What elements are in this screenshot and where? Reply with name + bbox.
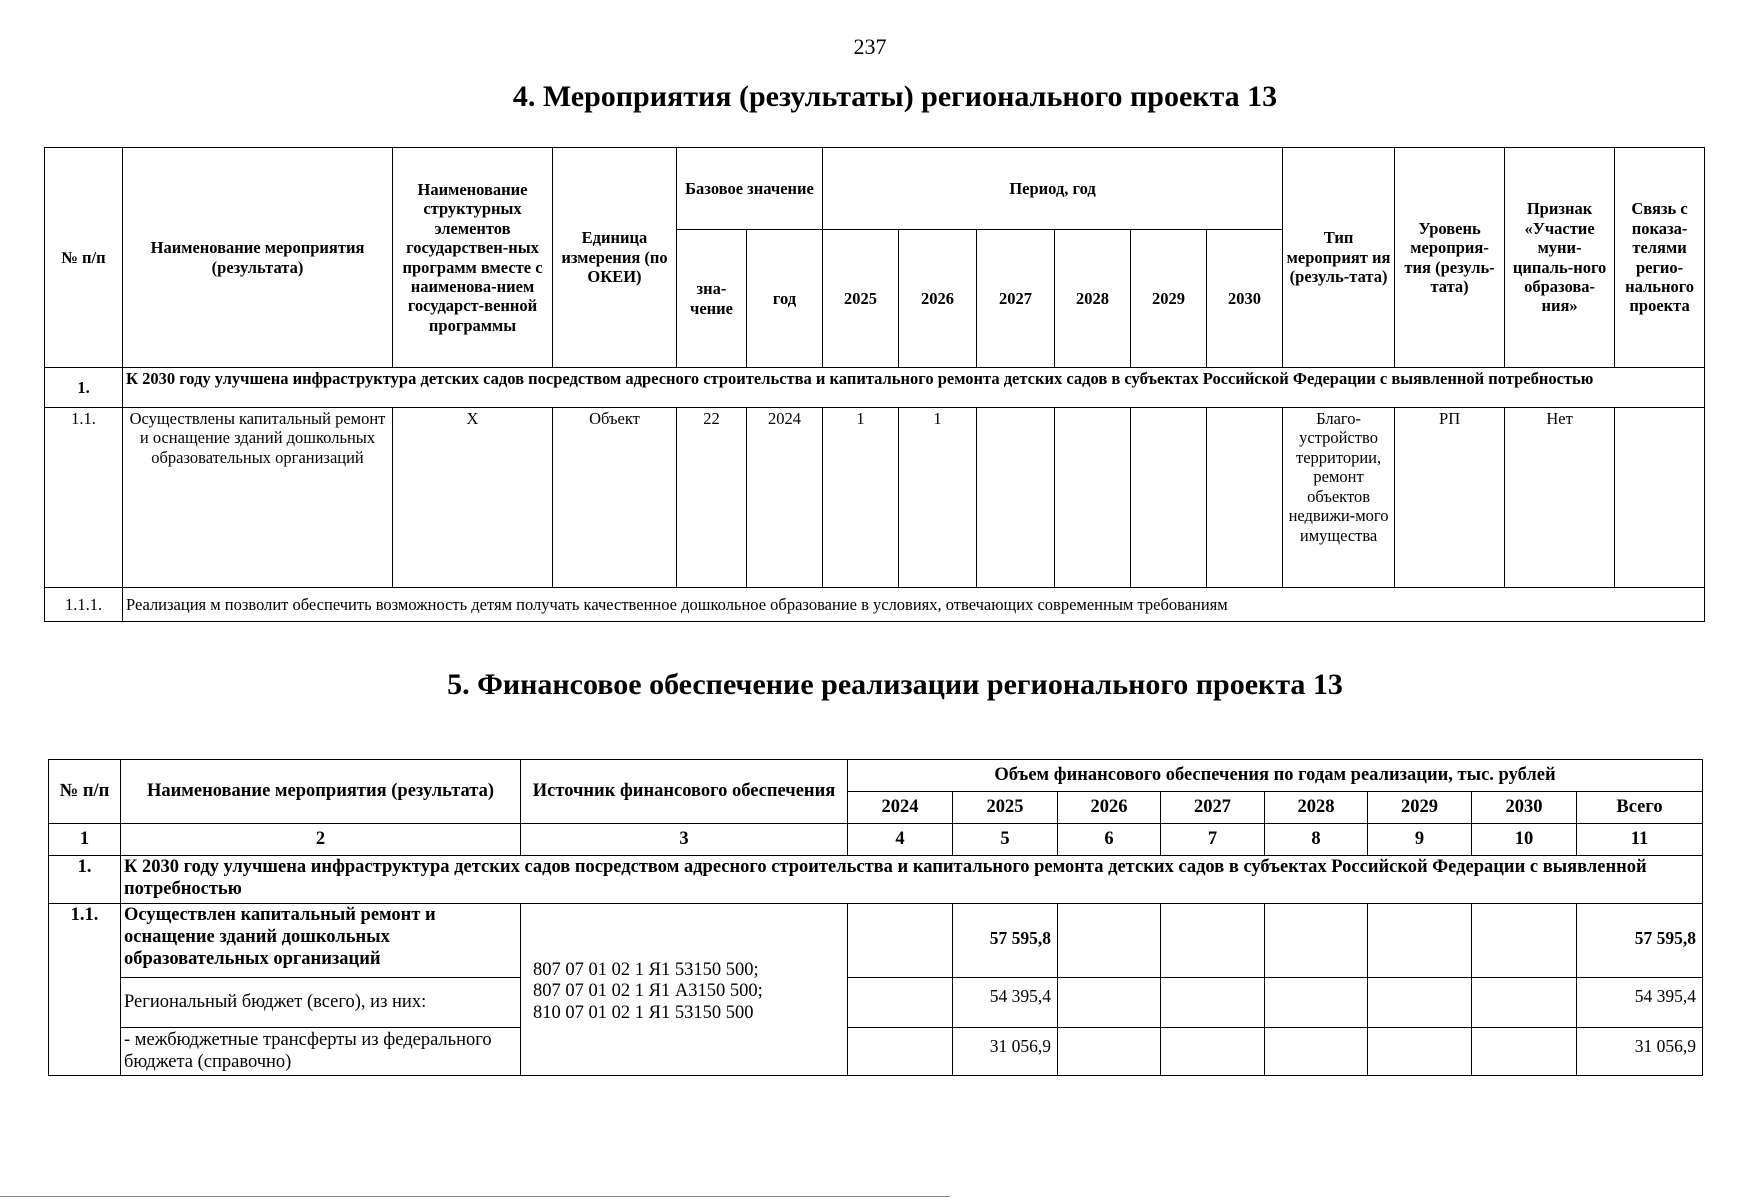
column-number: 2 <box>121 824 521 856</box>
header-year-2026: 2026 <box>899 230 977 368</box>
fin-header-year-2026: 2026 <box>1058 792 1161 824</box>
header-year-2030: 2030 <box>1207 230 1283 368</box>
column-number: 3 <box>521 824 848 856</box>
column-number: 8 <box>1265 824 1368 856</box>
header-event-name: Наименование мероприятия (результата) <box>123 148 393 368</box>
fin-regional-budget-total: 54 395,4 <box>1577 978 1703 1028</box>
goal-row <box>45 368 1705 408</box>
events-table <box>44 147 1705 622</box>
fin-transfers-total: 31 056,9 <box>1577 1028 1703 1076</box>
fin-header-year-2029: 2029 <box>1368 792 1472 824</box>
fin-header-num: № п/п <box>49 760 121 824</box>
fin-header-year-2028: 2028 <box>1265 792 1368 824</box>
fin-regional-budget-name: Региональный бюджет (всего), из них: <box>121 978 521 1028</box>
event-row-level: РП <box>1395 408 1505 588</box>
fin-event-name: Осуществлен капитальный ремонт и оснащение зданий дошкольных образовательных организаций <box>121 904 521 978</box>
column-number: 5 <box>953 824 1058 856</box>
column-number: 1 <box>49 824 121 856</box>
header-municipal-participation: Признак «Участие муни-ципаль-ного образова-ния» <box>1505 148 1615 368</box>
goal-row-num: 1. <box>45 368 123 408</box>
budget-code-line: 810 07 01 02 1 Я1 53150 500 <box>533 1003 754 1024</box>
header-base-year: год <box>747 230 823 368</box>
budget-code-line: 807 07 01 02 1 Я1 А3150 500; <box>533 981 763 1002</box>
fin-transfers-2024 <box>848 1028 953 1076</box>
fin-event-2024 <box>848 904 953 978</box>
fin-event-2030 <box>1472 904 1577 978</box>
event-row-base-year: 2024 <box>747 408 823 588</box>
fin-transfers-2027 <box>1161 1028 1265 1076</box>
footer-rule <box>0 1196 950 1197</box>
fin-header-source: Источник финансового обеспечения <box>521 760 848 824</box>
header-event-type: Тип мероприят ия (резуль-тата) <box>1283 148 1395 368</box>
event-row-2027 <box>977 408 1055 588</box>
column-number: 4 <box>848 824 953 856</box>
event-row-name: Осуществлены капитальный ремонт и оснащение зданий дошкольных образовательных организаций <box>123 408 393 588</box>
note-row-text: Реализация м позволит обеспечить возможность детям получать качественное дошкольное образование в условиях, отвечающих современным требованиям <box>123 588 1705 622</box>
fin-event-2028 <box>1265 904 1368 978</box>
budget-code-line: 807 07 01 02 1 Я1 53150 500; <box>533 959 759 980</box>
header-base-value: Базовое значение <box>677 148 823 230</box>
fin-header-event-name: Наименование мероприятия (результата) <box>121 760 521 824</box>
fin-regional-budget-2030 <box>1472 978 1577 1028</box>
section-4-title: 4. Мероприятия (результаты) регионального проекта 13 <box>512 80 1278 113</box>
goal-row-text: К 2030 году улучшена инфраструктура детских садов посредством адресного строительства и капитального ремонта детских садов в субъектах Российской Федерации с выявленной потребностью <box>123 368 1705 408</box>
note-row <box>45 588 1705 622</box>
fin-transfers-2028 <box>1265 1028 1368 1076</box>
header-year-2029: 2029 <box>1131 230 1207 368</box>
header-unit: Единица измерения (по ОКЕИ) <box>553 148 677 368</box>
event-row-municipal: Нет <box>1505 408 1615 588</box>
event-row <box>45 408 1705 588</box>
event-row-unit: Объект <box>553 408 677 588</box>
fin-event-2029 <box>1368 904 1472 978</box>
fin-event-2025: 57 595,8 <box>953 904 1058 978</box>
header-period: Период, год <box>823 148 1283 230</box>
fin-transfers-row <box>49 1028 1703 1076</box>
finance-table <box>48 759 1703 1076</box>
column-numbers-row <box>49 824 1703 856</box>
header-link-to-indicators: Связь с показа-телями регио-нального проекта <box>1615 148 1705 368</box>
column-number: 10 <box>1472 824 1577 856</box>
fin-goal-row-text: К 2030 году улучшена инфраструктура детских садов посредством адресного строительства и капитального ремонта детских садов в субъектах Российской Федерации с выявленной потребностью <box>121 856 1703 904</box>
fin-event-2026 <box>1058 904 1161 978</box>
fin-header-year-2030: 2030 <box>1472 792 1577 824</box>
page-number: 237 <box>853 34 887 59</box>
fin-regional-budget-2029 <box>1368 978 1472 1028</box>
header-num: № п/п <box>45 148 123 368</box>
event-row-2028 <box>1055 408 1131 588</box>
fin-goal-row-num: 1. <box>49 856 121 904</box>
header-year-2025: 2025 <box>823 230 899 368</box>
fin-transfers-2025: 31 056,9 <box>953 1028 1058 1076</box>
fin-regional-budget-2028 <box>1265 978 1368 1028</box>
event-row-type: Благо-устройство территории, ремонт объектов недвижи-мого имущества <box>1283 408 1395 588</box>
event-row-num: 1.1. <box>45 408 123 588</box>
header-year-2028: 2028 <box>1055 230 1131 368</box>
header-event-level: Уровень мероприя-тия (резуль-тата) <box>1395 148 1505 368</box>
event-row-base-value: 22 <box>677 408 747 588</box>
fin-regional-budget-2026 <box>1058 978 1161 1028</box>
fin-header-year-2025: 2025 <box>953 792 1058 824</box>
fin-transfers-2029 <box>1368 1028 1472 1076</box>
note-row-num: 1.1.1. <box>45 588 123 622</box>
header-structural-elements: Наименование структурных элементов государствен-ных программ вместе с наименова-нием государст-венной программы <box>393 148 553 368</box>
column-number: 7 <box>1161 824 1265 856</box>
event-row-2030 <box>1207 408 1283 588</box>
fin-goal-row <box>49 856 1703 904</box>
fin-regional-budget-2027 <box>1161 978 1265 1028</box>
event-row-structural: X <box>393 408 553 588</box>
event-row-2026: 1 <box>899 408 977 588</box>
fin-header-year-2024: 2024 <box>848 792 953 824</box>
event-row-link <box>1615 408 1705 588</box>
fin-event-num: 1.1. <box>49 904 121 1076</box>
header-year-2027: 2027 <box>977 230 1055 368</box>
fin-header-total: Всего <box>1577 792 1703 824</box>
column-number: 6 <box>1058 824 1161 856</box>
fin-event-2027 <box>1161 904 1265 978</box>
section-5-title: 5. Финансовое обеспечение реализации регионального проекта 13 <box>447 668 1343 701</box>
event-row-2025: 1 <box>823 408 899 588</box>
fin-regional-budget-row <box>49 978 1703 1028</box>
fin-regional-budget-2024 <box>848 978 953 1028</box>
fin-transfers-2026 <box>1058 1028 1161 1076</box>
fin-transfers-name: - межбюджетные трансферты из федерального бюджета (справочно) <box>121 1028 521 1076</box>
fin-event-source <box>521 904 848 1076</box>
column-number: 11 <box>1577 824 1703 856</box>
fin-header-volume: Объем финансового обеспечения по годам реализации, тыс. рублей <box>848 760 1703 792</box>
header-base-value-number: зна-чение <box>677 230 747 368</box>
fin-regional-budget-2025: 54 395,4 <box>953 978 1058 1028</box>
fin-event-total: 57 595,8 <box>1577 904 1703 978</box>
fin-header-year-2027: 2027 <box>1161 792 1265 824</box>
fin-event-row <box>49 904 1703 978</box>
event-row-2029 <box>1131 408 1207 588</box>
fin-transfers-2030 <box>1472 1028 1577 1076</box>
column-number: 9 <box>1368 824 1472 856</box>
